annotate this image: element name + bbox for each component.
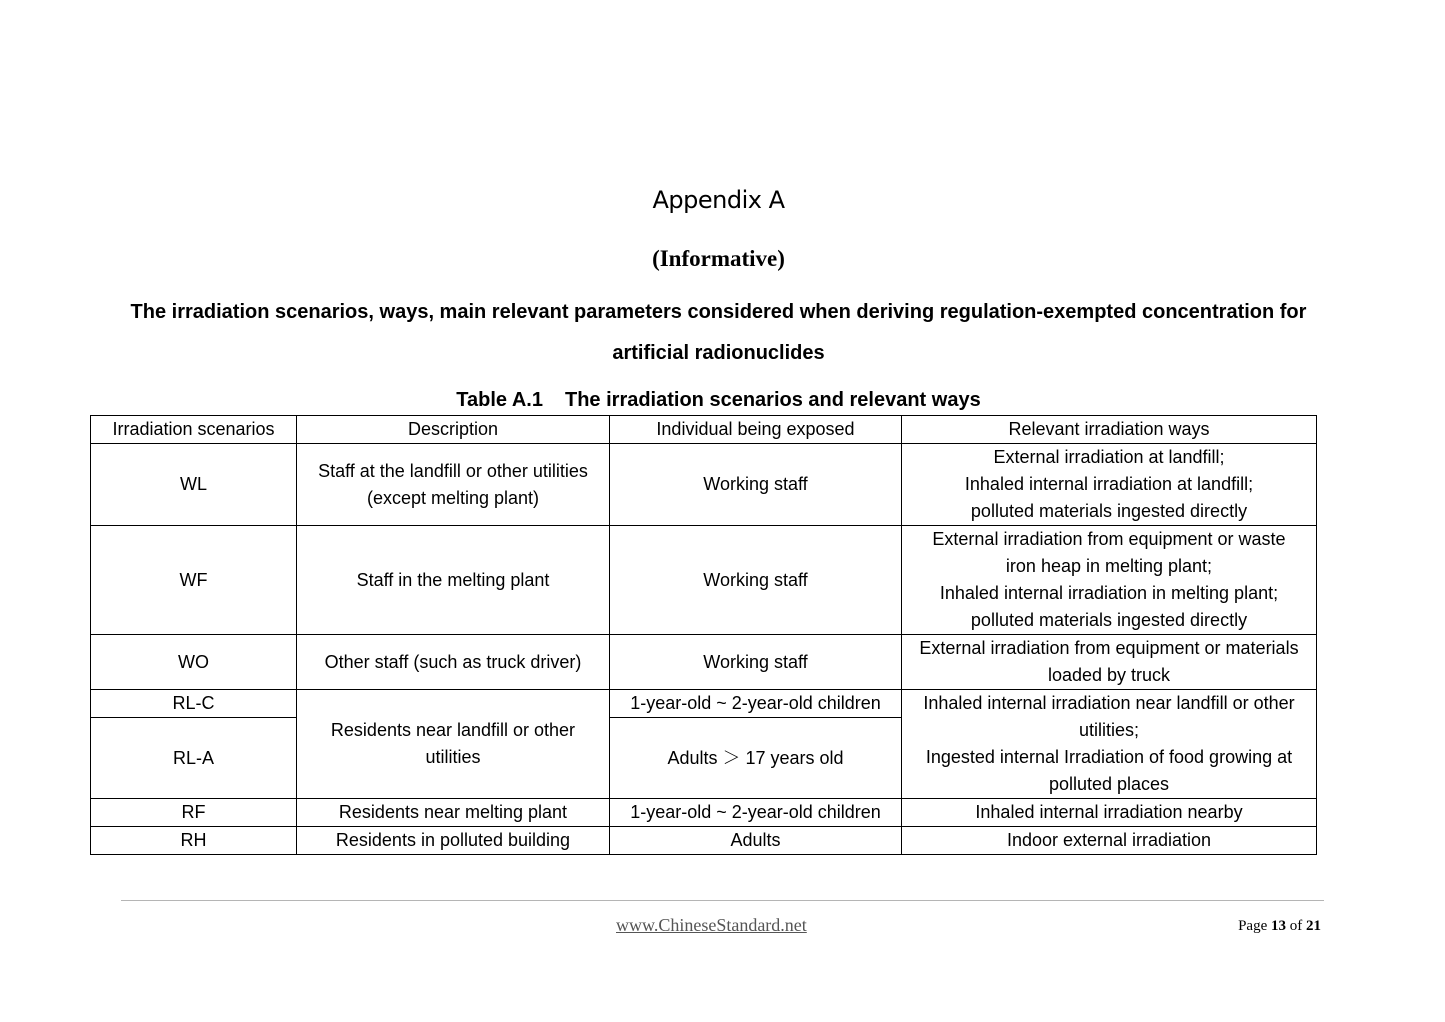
individual-cell: Working staff xyxy=(610,526,902,635)
scenario-cell: RL-C xyxy=(91,690,297,718)
text-line: External irradiation at landfill; xyxy=(993,447,1225,467)
description-cell: Residents near melting plant xyxy=(297,799,610,827)
table-caption-number: Table A.1 xyxy=(456,389,543,411)
text-line: Inhaled internal irradiation near landfill or other xyxy=(923,693,1295,713)
scenario-cell: WF xyxy=(91,526,297,635)
text-line: (except melting plant) xyxy=(366,487,540,508)
table-row xyxy=(91,526,1317,635)
text-line: External irradiation from equipment or waste xyxy=(932,529,1286,549)
text-line: Staff at the landfill or other utilities xyxy=(318,460,588,481)
header-cell: Irradiation scenarios xyxy=(91,416,297,444)
description-cell xyxy=(297,690,610,799)
description-cell xyxy=(297,444,610,526)
description-cell: Staff in the melting plant xyxy=(297,526,610,635)
text-line: Inhaled internal irradiation in melting plant; xyxy=(939,583,1279,603)
text-line: Ingested internal Irradiation of food growing at xyxy=(925,747,1293,767)
table-row xyxy=(91,635,1317,690)
header-cell: Relevant irradiation ways xyxy=(902,416,1317,444)
text-fragment: Adults xyxy=(667,747,718,768)
ways-cell xyxy=(902,690,1317,799)
ways-cell xyxy=(902,635,1317,690)
individual-cell: Working staff xyxy=(610,444,902,526)
ways-cell: Inhaled internal irradiation nearby xyxy=(902,799,1317,827)
page-number xyxy=(1238,918,1321,935)
text-line: polluted materials ingested directly xyxy=(970,501,1248,521)
scenario-cell: RF xyxy=(91,799,297,827)
table-header-row xyxy=(91,416,1317,444)
page-of: of xyxy=(1289,918,1303,934)
appendix-title: Appendix A xyxy=(652,186,785,214)
description-cell: Residents in polluted building xyxy=(297,827,610,855)
individual-cell: Working staff xyxy=(610,635,902,690)
ways-cell: Indoor external irradiation xyxy=(902,827,1317,855)
text-line: loaded by truck xyxy=(1047,665,1171,685)
page-total: 21 xyxy=(1306,918,1321,934)
table-row xyxy=(91,799,1317,827)
text-line: utilities xyxy=(425,747,481,767)
website-link[interactable]: www.ChineseStandard.net xyxy=(616,915,807,935)
individual-cell xyxy=(610,718,902,799)
ways-cell xyxy=(902,444,1317,526)
page-current: 13 xyxy=(1271,918,1286,934)
text-fragment: 17 years old xyxy=(745,747,844,768)
individual-cell: 1-year-old ~ 2-year-old children xyxy=(610,799,902,827)
text-line: Inhaled internal irradiation at landfill; xyxy=(964,474,1254,494)
page-label: Page xyxy=(1238,918,1268,934)
section-heading: The irradiation scenarios, ways, main relevant parameters considered when deriving regulation-exempted concentration for artificial radionuclides xyxy=(130,301,1307,364)
footer-divider xyxy=(121,900,1324,901)
table-row xyxy=(91,444,1317,526)
scenario-cell: WL xyxy=(91,444,297,526)
header-cell: Individual being exposed xyxy=(610,416,902,444)
description-cell: Other staff (such as truck driver) xyxy=(297,635,610,690)
text-line: Residents near landfill or other xyxy=(330,720,576,740)
scenario-cell: RL-A xyxy=(91,718,297,799)
text-line: External irradiation from equipment or materials xyxy=(919,638,1299,658)
greater-than-symbol: ＞ xyxy=(722,747,741,768)
appendix-subtitle: (Informative) xyxy=(652,246,785,271)
table-caption-text: The irradiation scenarios and relevant ways xyxy=(564,389,981,411)
individual-cell: Adults xyxy=(610,827,902,855)
header-cell: Description xyxy=(297,416,610,444)
table-caption xyxy=(0,389,1437,412)
table-row xyxy=(91,690,1317,718)
text-line: polluted places xyxy=(1048,774,1170,794)
scenario-cell: WO xyxy=(91,635,297,690)
ways-cell xyxy=(902,526,1317,635)
individual-cell: 1-year-old ~ 2-year-old children xyxy=(610,690,902,718)
scenario-cell: RH xyxy=(91,827,297,855)
irradiation-scenarios-table xyxy=(90,415,1317,855)
text-line: utilities; xyxy=(1078,720,1140,740)
text-line: iron heap in melting plant; xyxy=(1005,556,1213,576)
text-line: polluted materials ingested directly xyxy=(970,610,1248,630)
table-row xyxy=(91,827,1317,855)
